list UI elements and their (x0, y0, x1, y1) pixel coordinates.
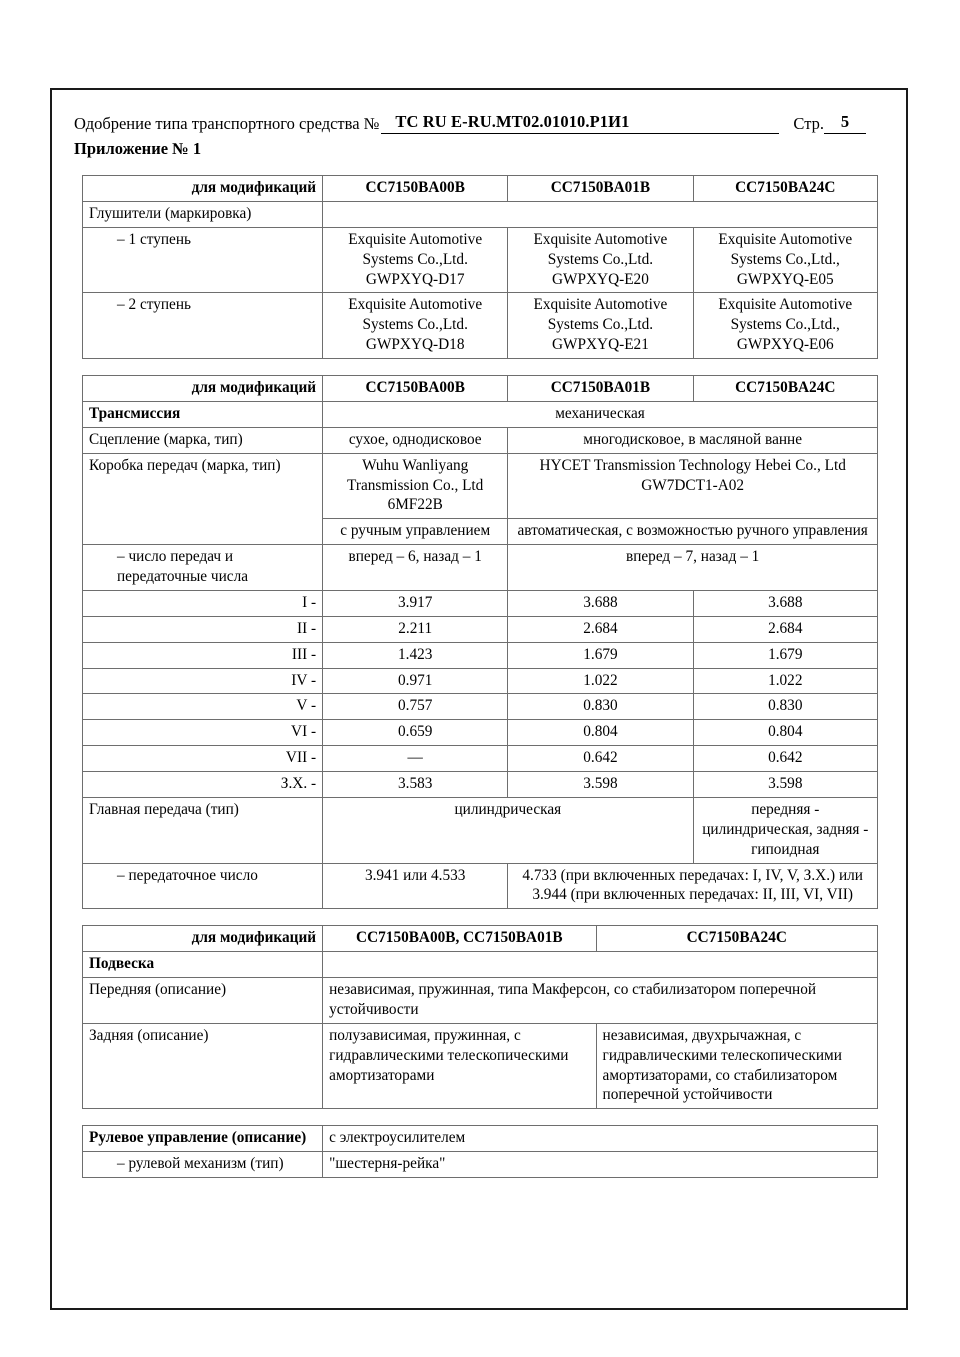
mufflers-table (82, 175, 878, 359)
gear-ratio-1: 0.971 (323, 668, 508, 694)
transmission-label: Трансмиссия (83, 401, 323, 427)
table-row (83, 1152, 878, 1178)
final-ratio-label: – передаточное число (83, 863, 323, 909)
gear-ratio-1: 3.583 (323, 772, 508, 798)
steering-label: Рулевое управление (описание) (83, 1126, 323, 1152)
modifications-label: для модификаций (83, 176, 323, 202)
modification-col-2: CC7150BA01B (508, 376, 693, 402)
table-row (83, 401, 878, 427)
modifications-label: для модификаций (83, 376, 323, 402)
muffler-stage-1-label: – 1 ступень (83, 227, 323, 293)
gearbox-value-2: HYCET Transmission Technology Hebei Co., Ltd GW7DCT1-A02 (508, 453, 878, 519)
steering-table (82, 1125, 878, 1178)
table-row (83, 590, 878, 616)
transmission-value: механическая (323, 401, 878, 427)
table-row (83, 720, 878, 746)
table-row (83, 668, 878, 694)
gear-ratio-3: 0.804 (693, 720, 877, 746)
final-drive-label: Главная передача (тип) (83, 797, 323, 863)
final-ratio-value-1: 3.941 или 4.533 (323, 863, 508, 909)
modification-group-1: CC7150BA00B, CC7150BA01B (323, 926, 596, 952)
mufflers-section-title: Глушители (маркировка) (83, 201, 323, 227)
gear-ratio-1: 0.757 (323, 694, 508, 720)
gear-count-value-1: вперед – 6, назад – 1 (323, 545, 508, 591)
final-drive-value-1: цилиндрическая (323, 797, 693, 863)
gear-ratio-2: 3.688 (508, 590, 693, 616)
muffler-stage-2-label: – 2 ступень (83, 293, 323, 359)
gear-ratio-2: 1.022 (508, 668, 693, 694)
modification-col-3: CC7150BA24C (693, 176, 877, 202)
steering-mechanism-label: – рулевой механизм (тип) (83, 1152, 323, 1178)
gear-ratio-3: 0.642 (693, 746, 877, 772)
page-label: Стр. (793, 114, 824, 133)
approval-number-field: ТС RU E-RU.МТ02.01010.Р1И1 (381, 112, 779, 134)
gear-label: VII - (83, 746, 323, 772)
table-row (83, 978, 878, 1024)
gear-ratio-2: 2.684 (508, 616, 693, 642)
front-suspension-label: Передняя (описание) (83, 978, 323, 1024)
gear-label: VI - (83, 720, 323, 746)
table-row (83, 293, 878, 359)
gear-ratio-1: 2.211 (323, 616, 508, 642)
rear-suspension-label: Задняя (описание) (83, 1023, 323, 1109)
modification-col-2: CC7150BA01B (508, 176, 693, 202)
steering-mechanism-value: "шестерня-рейка" (323, 1152, 878, 1178)
gear-label: I - (83, 590, 323, 616)
final-ratio-value-2: 4.733 (при включенных передачах: I, IV, V, З.Х.) или 3.944 (при включенных передачах: II, III, VI, VII) (508, 863, 878, 909)
table-row (83, 427, 878, 453)
clutch-value-1: сухое, однодисковое (323, 427, 508, 453)
transmission-table (82, 375, 878, 909)
muffler-stage-1-value-1: Exquisite Automotive Systems Co.,Ltd. GWPXYQ-D17 (323, 227, 508, 293)
table-header-row (83, 926, 878, 952)
table-row (83, 797, 878, 863)
table-row (83, 952, 878, 978)
gear-ratio-3: 1.679 (693, 642, 877, 668)
table-row (83, 227, 878, 293)
gearbox-label: Коробка передач (марка, тип) (83, 453, 323, 545)
table-row (83, 694, 878, 720)
clutch-label: Сцепление (марка, тип) (83, 427, 323, 453)
gear-ratio-3: 2.684 (693, 616, 877, 642)
steering-value: с электроусилителем (323, 1126, 878, 1152)
table-row (83, 201, 878, 227)
gear-label: II - (83, 616, 323, 642)
suspension-section-empty (323, 952, 878, 978)
final-drive-value-2: передняя - цилиндрическая, задняя - гипоидная (693, 797, 877, 863)
table-row (83, 642, 878, 668)
muffler-stage-2-value-1: Exquisite Automotive Systems Co.,Ltd. GWPXYQ-D18 (323, 293, 508, 359)
approval-title-label: Одобрение типа транспортного средства № (74, 114, 380, 133)
suspension-table (82, 925, 878, 1109)
muffler-stage-1-value-2: Exquisite Automotive Systems Co.,Ltd. GWPXYQ-E20 (508, 227, 693, 293)
modification-group-2: CC7150BA24C (596, 926, 877, 952)
gear-ratio-1: — (323, 746, 508, 772)
table-row (83, 453, 878, 519)
gearbox-value-1: Wuhu Wanliyang Transmission Co., Ltd 6MF22B (323, 453, 508, 519)
table-row (83, 545, 878, 591)
gear-label: З.Х. - (83, 772, 323, 798)
gearbox-control-2: автоматическая, с возможностью ручного управления (508, 519, 878, 545)
document-header (52, 90, 906, 134)
table-row (83, 1023, 878, 1109)
page-number-field: 5 (824, 112, 866, 134)
gear-ratio-3: 0.830 (693, 694, 877, 720)
modification-col-1: CC7150BA00B (323, 376, 508, 402)
modification-col-1: CC7150BA00B (323, 176, 508, 202)
modifications-label: для модификаций (83, 926, 323, 952)
gear-ratio-2: 0.804 (508, 720, 693, 746)
table-row (83, 772, 878, 798)
gear-ratio-3: 3.598 (693, 772, 877, 798)
gear-label: III - (83, 642, 323, 668)
table-row (83, 863, 878, 909)
mufflers-section-empty (323, 201, 878, 227)
rear-suspension-value-1: полузависимая, пружинная, с гидравлическими телескопическими амортизаторами (323, 1023, 596, 1109)
gear-ratio-2: 1.679 (508, 642, 693, 668)
table-row (83, 746, 878, 772)
gear-count-label: – число передач и передаточные числа (83, 545, 323, 591)
clutch-value-2: многодисковое, в масляной ванне (508, 427, 878, 453)
gear-ratio-2: 3.598 (508, 772, 693, 798)
front-suspension-value: независимая, пружинная, типа Макферсон, со стабилизатором поперечной устойчивости (323, 978, 878, 1024)
gearbox-control-1: с ручным управлением (323, 519, 508, 545)
gear-ratio-1: 0.659 (323, 720, 508, 746)
gear-label: IV - (83, 668, 323, 694)
gear-ratio-1: 3.917 (323, 590, 508, 616)
gear-ratio-1: 1.423 (323, 642, 508, 668)
gear-ratio-2: 0.642 (508, 746, 693, 772)
document-page (50, 88, 908, 1310)
muffler-stage-2-value-3: Exquisite Automotive Systems Co.,Ltd., GWPXYQ-E06 (693, 293, 877, 359)
gear-ratio-2: 0.830 (508, 694, 693, 720)
gear-count-value-2: вперед – 7, назад – 1 (508, 545, 878, 591)
table-row (83, 616, 878, 642)
muffler-stage-2-value-2: Exquisite Automotive Systems Co.,Ltd. GWPXYQ-E21 (508, 293, 693, 359)
gear-label: V - (83, 694, 323, 720)
suspension-section-title: Подвеска (83, 952, 323, 978)
table-row (83, 1126, 878, 1152)
gear-ratio-3: 3.688 (693, 590, 877, 616)
rear-suspension-value-2: независимая, двухрычажная, с гидравлическими телескопическими амортизаторами, со стабилизатором поперечной устойчивости (596, 1023, 877, 1109)
gear-ratio-3: 1.022 (693, 668, 877, 694)
appendix-label: Приложение № 1 (74, 139, 202, 158)
table-header-row (83, 176, 878, 202)
muffler-stage-1-value-3: Exquisite Automotive Systems Co.,Ltd., GWPXYQ-E05 (693, 227, 877, 293)
modification-col-3: CC7150BA24C (693, 376, 877, 402)
table-header-row (83, 376, 878, 402)
